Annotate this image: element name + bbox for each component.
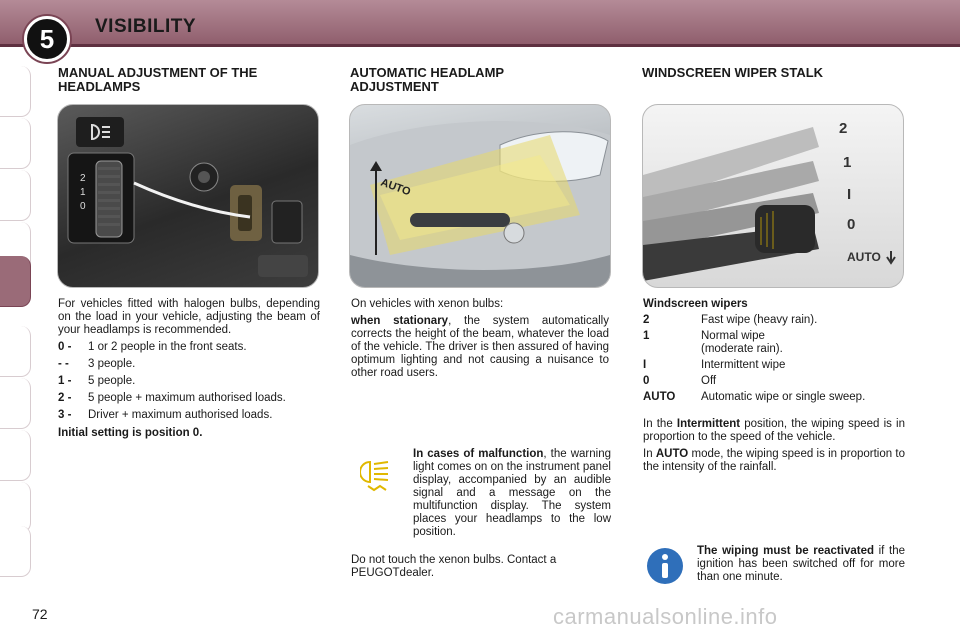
info-icon xyxy=(645,546,685,586)
dial-label: 2 xyxy=(80,173,86,184)
auto-text: mode, the wiping speed is in proportion to the intensity of the rainfall. xyxy=(643,448,905,473)
load-key: 3 - xyxy=(58,409,72,421)
xenon-headlamp-photo xyxy=(349,104,611,288)
malfunction-paragraph xyxy=(413,448,611,539)
wiper-body xyxy=(643,298,905,474)
wiper-subtitle: Windscreen wipers xyxy=(643,298,748,310)
load-text: 5 people + maximum authorised loads. xyxy=(88,392,286,404)
wiper-text: Off xyxy=(701,375,717,387)
stalk-position-label: 1 xyxy=(843,154,852,171)
load-text: Driver + maximum authorised loads. xyxy=(88,409,273,421)
intermittent-pre: In the xyxy=(643,418,677,430)
watermark: carmanualsonline.info xyxy=(553,604,778,629)
load-list-item xyxy=(58,341,320,354)
load-key: 2 - xyxy=(58,392,72,404)
auto-pre: In xyxy=(643,448,656,460)
load-key: 1 - xyxy=(58,375,72,387)
chapter-tabs xyxy=(0,66,34,576)
wiper-stalk-illustration xyxy=(643,105,903,287)
xenon-headlamp-illustration xyxy=(350,105,610,287)
halogen-intro: For vehicles fitted with halogen bulbs, depending on the load in your vehicle, adjusting the beam of your headlamps is recommended. xyxy=(58,298,320,336)
chapter-tab-active[interactable] xyxy=(0,256,31,307)
chapter-tab[interactable] xyxy=(0,326,31,377)
stationary-paragraph xyxy=(351,315,609,380)
page-number: 72 xyxy=(32,606,48,622)
chapter-title: VISIBILITY xyxy=(95,16,197,37)
auto-label: AUTO xyxy=(655,448,689,460)
wiper-stalk-photo xyxy=(642,104,904,288)
wiper-key: AUTO xyxy=(643,391,676,403)
chapter-tab[interactable] xyxy=(0,378,31,429)
wiper-key: 0 xyxy=(643,375,650,387)
stalk-position-label: I xyxy=(847,186,852,203)
wiping-note xyxy=(697,545,905,584)
malfunction-label: In cases of malfunction xyxy=(413,448,544,460)
reactivation-label: The wiping must be reactivated xyxy=(697,545,874,557)
wiper-key: 1 xyxy=(643,330,650,342)
wiper-text: Normal wipe (moderate rain). xyxy=(701,330,783,355)
intermittent-text: position, the wiping speed is in proportion to the speed of the vehicle. xyxy=(643,418,906,443)
wiper-key: 2 xyxy=(643,314,650,326)
chapter-number-badge: 5 xyxy=(24,16,70,62)
manual-adjustment-body xyxy=(58,298,320,440)
contact-note xyxy=(351,554,609,580)
reactivation-note xyxy=(697,545,905,584)
wiper-position-item xyxy=(643,330,905,356)
reactivation-text: if the ignition has been switched off for more than one minute. xyxy=(697,545,905,583)
initial-setting-note: Initial setting is position 0. xyxy=(58,427,203,439)
headlamp-warning-light-icon xyxy=(360,456,406,496)
automatic-adjustment-heading: AUTOMATIC HEADLAMP ADJUSTMENT xyxy=(350,65,504,94)
headlamp-adjuster-illustration xyxy=(58,105,318,287)
load-list-item xyxy=(58,358,320,371)
stationary-text: , the system automatically corrects the height of the beam, whatever the load of the vehicle. The driver is then assured of having optimum lighting and not causing a nuisance to other road users. xyxy=(351,315,609,379)
chapter-tab[interactable] xyxy=(0,526,31,577)
chapter-tab[interactable] xyxy=(0,66,31,117)
load-key: 0 - xyxy=(58,341,72,353)
wiper-text: Intermittent wipe xyxy=(701,359,786,371)
manual-adjustment-heading: MANUAL ADJUSTMENT OF THE HEADLAMPS xyxy=(58,65,258,94)
stalk-position-label: AUTO xyxy=(847,250,881,264)
wiper-text: Fast wipe (heavy rain). xyxy=(701,314,818,326)
malfunction-paragraph-top xyxy=(413,448,611,539)
intermittent-paragraph xyxy=(643,418,905,444)
load-text: 5 people. xyxy=(88,375,136,387)
load-text: 1 or 2 people in the front seats. xyxy=(88,341,247,353)
wiper-position-item xyxy=(643,314,905,327)
auto-direction-label: AUTO xyxy=(378,176,413,199)
intermittent-label: Intermittent xyxy=(676,418,741,430)
header-stripe xyxy=(0,44,960,47)
headlamp-adjuster-photo xyxy=(57,104,319,288)
wiper-text: Automatic wipe or single sweep. xyxy=(701,391,866,403)
load-key: - - xyxy=(58,358,69,370)
chapter-tab[interactable] xyxy=(0,430,31,481)
dial-label: 1 xyxy=(80,187,86,198)
malfunction-text: , the warning light comes on on the instrument panel display, accompanied by an audible signal and a message on the multifunction display. The system places your headlamps to the low position. xyxy=(413,448,611,538)
stationary-label: when stationary xyxy=(351,315,449,327)
arrow-down-icon xyxy=(887,251,895,263)
stalk-position-label: 0 xyxy=(847,216,856,233)
load-list-item xyxy=(58,375,320,388)
automatic-adjustment-body xyxy=(351,298,609,380)
wiper-stalk-heading: WINDSCREEN WIPER STALK xyxy=(642,65,824,80)
load-list-item xyxy=(58,409,320,422)
auto-paragraph xyxy=(643,448,905,474)
wiper-position-item xyxy=(643,359,905,372)
xenon-contact-note: Do not touch the xenon bulbs. Contact a PEUGOTdealer. xyxy=(351,554,557,579)
chapter-tab[interactable] xyxy=(0,170,31,221)
stalk-position-label: 2 xyxy=(839,120,848,137)
load-list-item xyxy=(58,392,320,405)
load-text: 3 people. xyxy=(88,358,136,370)
chapter-tab[interactable] xyxy=(0,118,31,169)
xenon-intro: On vehicles with xenon bulbs: xyxy=(351,298,504,310)
wiper-position-item xyxy=(643,391,905,404)
wiper-position-item xyxy=(643,375,905,388)
dial-label: 0 xyxy=(80,201,86,212)
wiper-key: I xyxy=(643,359,647,371)
